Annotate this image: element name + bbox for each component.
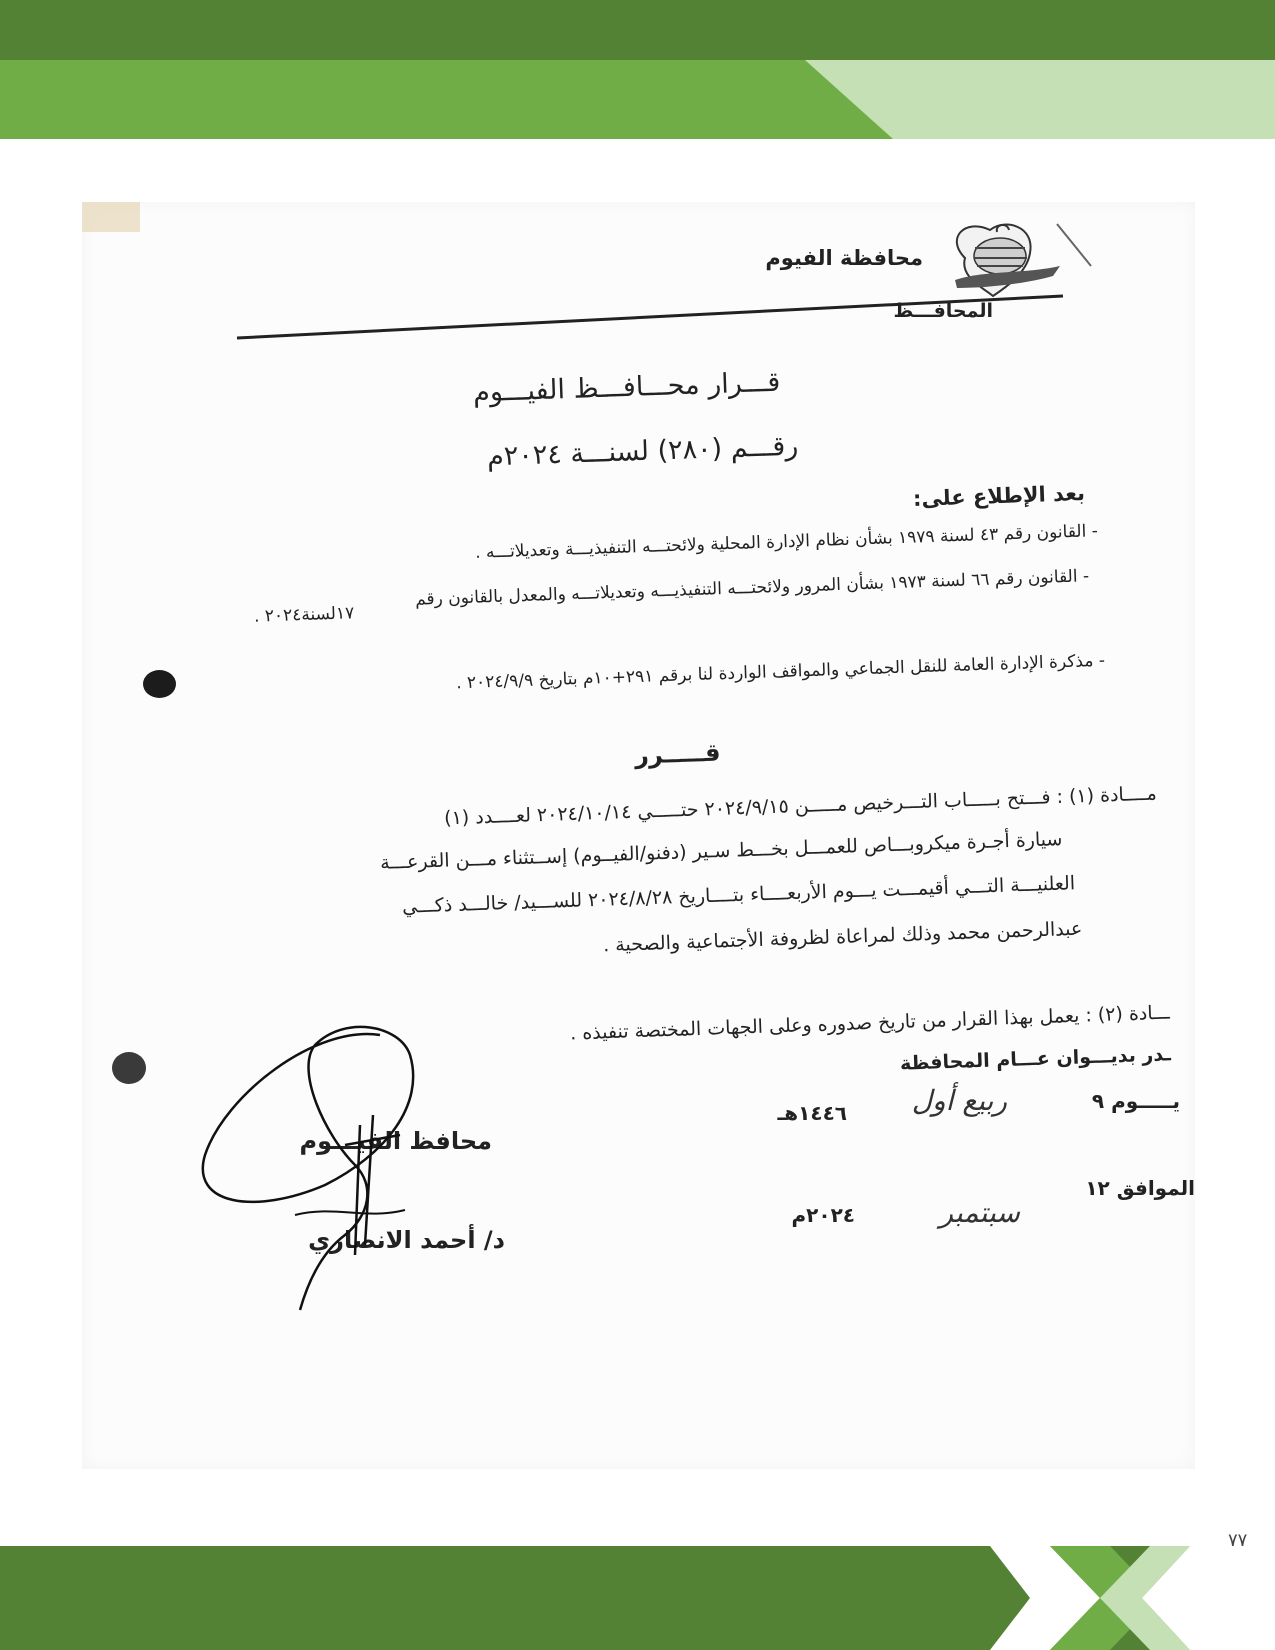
gregorian-year: ٢٠٢٤م [791,1203,855,1227]
letterhead-office: المحافـــظ [893,300,993,322]
preamble-law-2-line-2: ١٧لسنة٢٠٢٤ . [253,603,355,627]
preamble-intro: بعد الإطلاع على: [912,481,1086,511]
preamble-law-1: - القانون رقم ٤٣ لسنة ١٩٧٩ بشأن نظام الإدارة المحلية ولائحتـــه التنفيذيـــة وتعديلاتـــه . [474,521,1099,563]
margin-mark [1055,222,1095,272]
article-2-line-1: ـــادة (٢) : يعمل بهذا القرار من تاريخ صدوره وعلى الجهات المختصة تنفيذه . [569,1001,1171,1045]
letterhead-rule [235,292,1065,342]
hijri-month-handwritten: ربيع أول [911,1084,1007,1117]
handwritten-signature [195,1015,435,1315]
tape-mark [82,202,140,232]
article-1-line-4: عبدالرحمن محمد وذلك لمراعاة لظروفة الأجتماعية والصحية . [602,917,1083,957]
article-2-line-2: ـدر بديـــوان عـــام المحافظة [899,1043,1172,1075]
article-1-line-3: العلنيـــة التـــي أقيمـــت يـــوم الأربعــــاء بتــــاريخ ٢٠٢٤/٨/٢٨ للســـيد/ خالـــد ذكـــي [401,872,1076,918]
gregorian-day: الموافق ١٢ [1085,1176,1195,1200]
punch-hole [112,1052,146,1084]
header-band-light-wedge [0,60,1275,139]
decision-title: قـــرار محـــافـــظ الفيـــوم [472,366,781,409]
punch-hole [143,670,176,698]
signatory-name: د/ أحمد الانصاري [308,1226,505,1254]
hijri-day: يـــــوم ٩ [1091,1089,1180,1113]
decision-heading: قـــــرر [634,738,721,770]
gregorian-month-handwritten: سبتمبر [939,1196,1020,1229]
letterhead-governorate: محافظة الفيوم [765,246,923,270]
governorate-emblem [935,218,1065,298]
preamble-memo: - مذكرة الإدارة العامة للنقل الجماعي والمواقف الواردة لنا برقم ٢٩١+١٠م بتاريخ ٢٠٢٤/٩/٩ . [455,650,1106,694]
preamble-law-2-line-1: - القانون رقم ٦٦ لسنة ١٩٧٣ بشأن المرور ولائحتـــه التنفيذيـــه وتعديلاتـــه والمعدل بالقانون رقم [414,566,1090,610]
article-1-line-2: سيارة أجـرة ميكروبـــاص للعمـــل بخـــط سـير (دفنو/الفيــوم) إســتثناء مـــن القرعـــة [379,828,1063,874]
article-1-line-1: مــــادة (١) : فـــتح بـــــاب التـــرخيص مـــــن ٢٠٢٤/٩/١٥ حتـــــي ٢٠٢٤/١٠/١٤ لعــــدد (١) [443,782,1158,830]
signatory-title: محافظ الفيـــوم [299,1127,492,1155]
page-number: ٧٧ [1228,1530,1248,1551]
header-band-dark [0,0,1275,60]
hijri-year: ١٤٤٦هـ [777,1101,847,1125]
decision-number: رقـــم (٢٨٠) لسنـــة ٢٠٢٤م [486,430,799,473]
